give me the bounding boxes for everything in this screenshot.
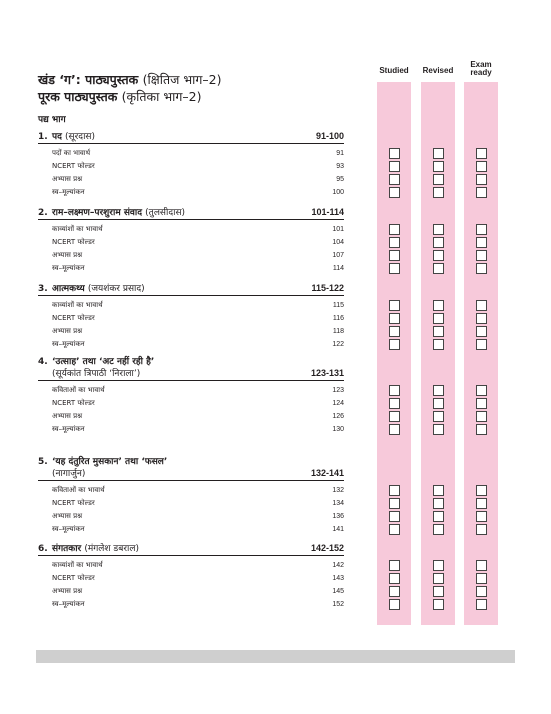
exam-ready-checkbox[interactable] (476, 560, 487, 571)
list-item (52, 236, 344, 249)
list-item (52, 410, 344, 423)
studied-checkbox[interactable] (389, 524, 400, 535)
topic-label: अभ्यास प्रश्न (52, 327, 83, 335)
studied-checkbox[interactable] (389, 300, 400, 311)
exam-ready-checkbox[interactable] (476, 300, 487, 311)
chapter-heading (38, 207, 344, 220)
studied-checkbox[interactable] (389, 385, 400, 396)
revised-checkbox[interactable] (433, 300, 444, 311)
list-item (52, 147, 344, 160)
topic-label: NCERT फोल्डर (52, 499, 95, 507)
topic-label: स्व–मूल्यांकन (52, 600, 85, 608)
page-number: 122 (332, 341, 344, 348)
revised-checkbox[interactable] (433, 524, 444, 535)
page-number: 136 (332, 513, 344, 520)
list-item (52, 484, 344, 497)
exam-ready-checkbox[interactable] (476, 424, 487, 435)
exam-ready-checkbox[interactable] (476, 398, 487, 409)
exam-ready-checkbox[interactable] (476, 313, 487, 324)
studied-checkbox[interactable] (389, 224, 400, 235)
studied-checkbox[interactable] (389, 250, 400, 261)
topic-label: स्व–मूल्यांकन (52, 525, 85, 533)
list-item (52, 397, 344, 410)
revised-checkbox[interactable] (433, 224, 444, 235)
chapter-author: (नागार्जुन) (52, 469, 86, 479)
revised-checkbox[interactable] (433, 237, 444, 248)
studied-checkbox[interactable] (389, 148, 400, 159)
chapter-page-range: 91-100 (315, 131, 344, 141)
studied-checkbox[interactable] (389, 161, 400, 172)
revised-checkbox[interactable] (433, 250, 444, 261)
topic-label: NCERT फोल्डर (52, 574, 95, 582)
chapter-title: ‘यह दंतुरित मुसकान’ तथा ‘फसल’ (52, 457, 168, 467)
revised-checkbox[interactable] (433, 174, 444, 185)
studied-checkbox[interactable] (389, 187, 400, 198)
page-number: 101 (332, 226, 344, 233)
topic-label: स्व–मूल्यांकन (52, 264, 85, 272)
chapter-page-range: 142-152 (310, 543, 344, 553)
page-number: 95 (336, 176, 344, 183)
chapter-title: ‘उत्साह’ तथा ‘अट नहीं रही है’ (52, 357, 155, 367)
revised-checkbox[interactable] (433, 339, 444, 350)
chapter-heading (38, 543, 344, 556)
page-number: 124 (332, 400, 344, 407)
revised-checkbox[interactable] (433, 263, 444, 274)
chapter-page-range: 123-131 (310, 368, 344, 378)
column-header-revised: Revised (422, 66, 454, 75)
topic-label: अभ्यास प्रश्न (52, 175, 83, 183)
revised-checkbox[interactable] (433, 326, 444, 337)
topic-label: कविताओं का भावार्थ (52, 386, 105, 394)
chapter-title: राम–लक्ष्मण–परशुराम संवाद (तुलसीदास) (52, 208, 186, 218)
supplementary-heading (38, 89, 201, 105)
exam-ready-checkbox[interactable] (476, 498, 487, 509)
page-number: 104 (332, 239, 344, 246)
page-number: 142 (332, 562, 344, 569)
page-number: 152 (332, 601, 344, 608)
list-item (52, 523, 344, 536)
topic-label: अभ्यास प्रश्न (52, 587, 83, 595)
exam-ready-checkbox[interactable] (476, 511, 487, 522)
heading-sub: (क्षितिज भाग–2) (142, 72, 222, 87)
list-item (52, 572, 344, 585)
page-number: 145 (332, 588, 344, 595)
chapter-number: 3. (38, 284, 48, 294)
page-number: 143 (332, 575, 344, 582)
chapter-title: पद (सूरदास) (52, 132, 96, 142)
revised-checkbox[interactable] (433, 498, 444, 509)
topic-label: NCERT फोल्डर (52, 314, 95, 322)
chapter-author: (तुलसीदास) (145, 208, 186, 218)
studied-checkbox[interactable] (389, 560, 400, 571)
exam-ready-checkbox[interactable] (476, 586, 487, 597)
exam-ready-checkbox[interactable] (476, 524, 487, 535)
exam-ready-checkbox[interactable] (476, 187, 487, 198)
studied-checkbox[interactable] (389, 313, 400, 324)
page-number: 116 (332, 315, 344, 322)
topic-label: कविताओं का भावार्थ (52, 486, 105, 494)
column-header-studied: Studied (379, 66, 409, 75)
list-item (52, 223, 344, 236)
chapter-heading (38, 131, 344, 144)
chapter-number: 4. (38, 357, 48, 367)
revised-checkbox[interactable] (433, 511, 444, 522)
revised-checkbox[interactable] (433, 385, 444, 396)
list-item (52, 510, 344, 523)
column-header-exam-ready: Exam ready (470, 60, 492, 77)
exam-ready-checkbox[interactable] (476, 573, 487, 584)
chapter-page-range: 101-114 (311, 207, 344, 217)
exam-ready-checkbox[interactable] (476, 250, 487, 261)
chapter-author: (सूर्यकांत त्रिपाठी ‘निराला’) (52, 369, 141, 379)
studied-checkbox[interactable] (389, 485, 400, 496)
chapter-title: संगतकार (मंगलेश डबराल) (52, 544, 139, 554)
list-item (52, 173, 344, 186)
list-item (52, 262, 344, 275)
studied-checkbox[interactable] (389, 237, 400, 248)
chapter-number: 6. (38, 544, 48, 554)
exam-ready-checkbox[interactable] (476, 385, 487, 396)
studied-checkbox[interactable] (389, 174, 400, 185)
list-item (52, 585, 344, 598)
chapter-heading (38, 283, 344, 296)
studied-checkbox[interactable] (389, 398, 400, 409)
exam-ready-checkbox[interactable] (476, 224, 487, 235)
list-item (52, 598, 344, 611)
topic-label: पदों का भावार्थ (52, 149, 91, 157)
page-number: 91 (336, 150, 344, 157)
revised-checkbox[interactable] (433, 586, 444, 597)
list-item (52, 299, 344, 312)
section-heading (38, 72, 222, 88)
page-number: 107 (332, 252, 344, 259)
list-item (52, 186, 344, 199)
list-item (52, 325, 344, 338)
topic-label: स्व–मूल्यांकन (52, 425, 85, 433)
chapter-title: आत्मकथ्य (जयशंकर प्रसाद) (52, 284, 145, 294)
exam-ready-checkbox[interactable] (476, 174, 487, 185)
exam-ready-checkbox[interactable] (476, 148, 487, 159)
exam-ready-checkbox[interactable] (476, 411, 487, 422)
studied-checkbox[interactable] (389, 339, 400, 350)
page-number: 118 (332, 328, 344, 335)
exam-ready-checkbox[interactable] (476, 237, 487, 248)
revised-checkbox[interactable] (433, 187, 444, 198)
list-item (52, 384, 344, 397)
page-number: 130 (332, 426, 344, 433)
list-item (52, 249, 344, 262)
revised-checkbox[interactable] (433, 599, 444, 610)
chapter-number: 5. (38, 457, 48, 467)
page-number: 132 (332, 487, 344, 494)
chapter-number: 2. (38, 208, 48, 218)
topic-label: NCERT फोल्डर (52, 162, 95, 170)
chapter-number: 1. (38, 132, 48, 142)
topic-label: अभ्यास प्रश्न (52, 512, 83, 520)
page-number: 134 (332, 500, 344, 507)
list-item (52, 423, 344, 436)
studied-checkbox[interactable] (389, 511, 400, 522)
revised-checkbox[interactable] (433, 424, 444, 435)
list-item (52, 338, 344, 351)
page-number: 123 (332, 387, 344, 394)
revised-checkbox[interactable] (433, 485, 444, 496)
topic-label: NCERT फोल्डर (52, 399, 95, 407)
page-number: 93 (336, 163, 344, 170)
supplementary-sub: (कृतिका भाग–2) (121, 89, 202, 104)
page-number: 114 (332, 265, 344, 272)
topic-label: स्व–मूल्यांकन (52, 340, 85, 348)
chapter-page-range: 115-122 (311, 283, 344, 293)
revised-checkbox[interactable] (433, 411, 444, 422)
chapter-author: (जयशंकर प्रसाद) (87, 284, 145, 294)
revised-checkbox[interactable] (433, 161, 444, 172)
topic-label: अभ्यास प्रश्न (52, 412, 83, 420)
studied-checkbox[interactable] (389, 424, 400, 435)
studied-checkbox[interactable] (389, 498, 400, 509)
page-number: 115 (332, 302, 344, 309)
chapter-author: (मंगलेश डबराल) (84, 544, 139, 554)
exam-ready-checkbox[interactable] (476, 339, 487, 350)
exam-ready-checkbox[interactable] (476, 263, 487, 274)
revised-checkbox[interactable] (433, 398, 444, 409)
revised-checkbox[interactable] (433, 573, 444, 584)
studied-checkbox[interactable] (389, 263, 400, 274)
studied-checkbox[interactable] (389, 586, 400, 597)
chapter-author: (सूरदास) (65, 132, 96, 142)
topic-label: काव्यांशों का भावार्थ (52, 225, 103, 233)
topic-label: काव्यांशों का भावार्थ (52, 561, 103, 569)
revised-checkbox[interactable] (433, 560, 444, 571)
list-item (52, 497, 344, 510)
topic-label: अभ्यास प्रश्न (52, 251, 83, 259)
page-number: 141 (332, 526, 344, 533)
list-item (52, 559, 344, 572)
chapter-heading (38, 356, 344, 381)
chapter-heading (38, 456, 344, 481)
heading-main: खंड ‘ग’: पाठ्यपुस्तक (38, 72, 139, 87)
list-item (52, 312, 344, 325)
studied-checkbox[interactable] (389, 326, 400, 337)
exam-ready-checkbox[interactable] (476, 485, 487, 496)
footer-bar (36, 650, 515, 663)
exam-ready-checkbox[interactable] (476, 326, 487, 337)
topic-label: NCERT फोल्डर (52, 238, 95, 246)
page-number: 100 (332, 189, 344, 196)
chapter-page-range: 132-141 (310, 468, 344, 478)
list-item (52, 160, 344, 173)
exam-ready-checkbox[interactable] (476, 599, 487, 610)
studied-checkbox[interactable] (389, 599, 400, 610)
topic-label: काव्यांशों का भावार्थ (52, 301, 103, 309)
section-title: पद्य भाग (38, 115, 66, 125)
revised-checkbox[interactable] (433, 313, 444, 324)
topic-label: स्व–मूल्यांकन (52, 188, 85, 196)
studied-checkbox[interactable] (389, 411, 400, 422)
supplementary-main: पूरक पाठ्यपुस्तक (38, 89, 118, 104)
revised-checkbox[interactable] (433, 148, 444, 159)
studied-checkbox[interactable] (389, 573, 400, 584)
page-number: 126 (332, 413, 344, 420)
exam-ready-checkbox[interactable] (476, 161, 487, 172)
